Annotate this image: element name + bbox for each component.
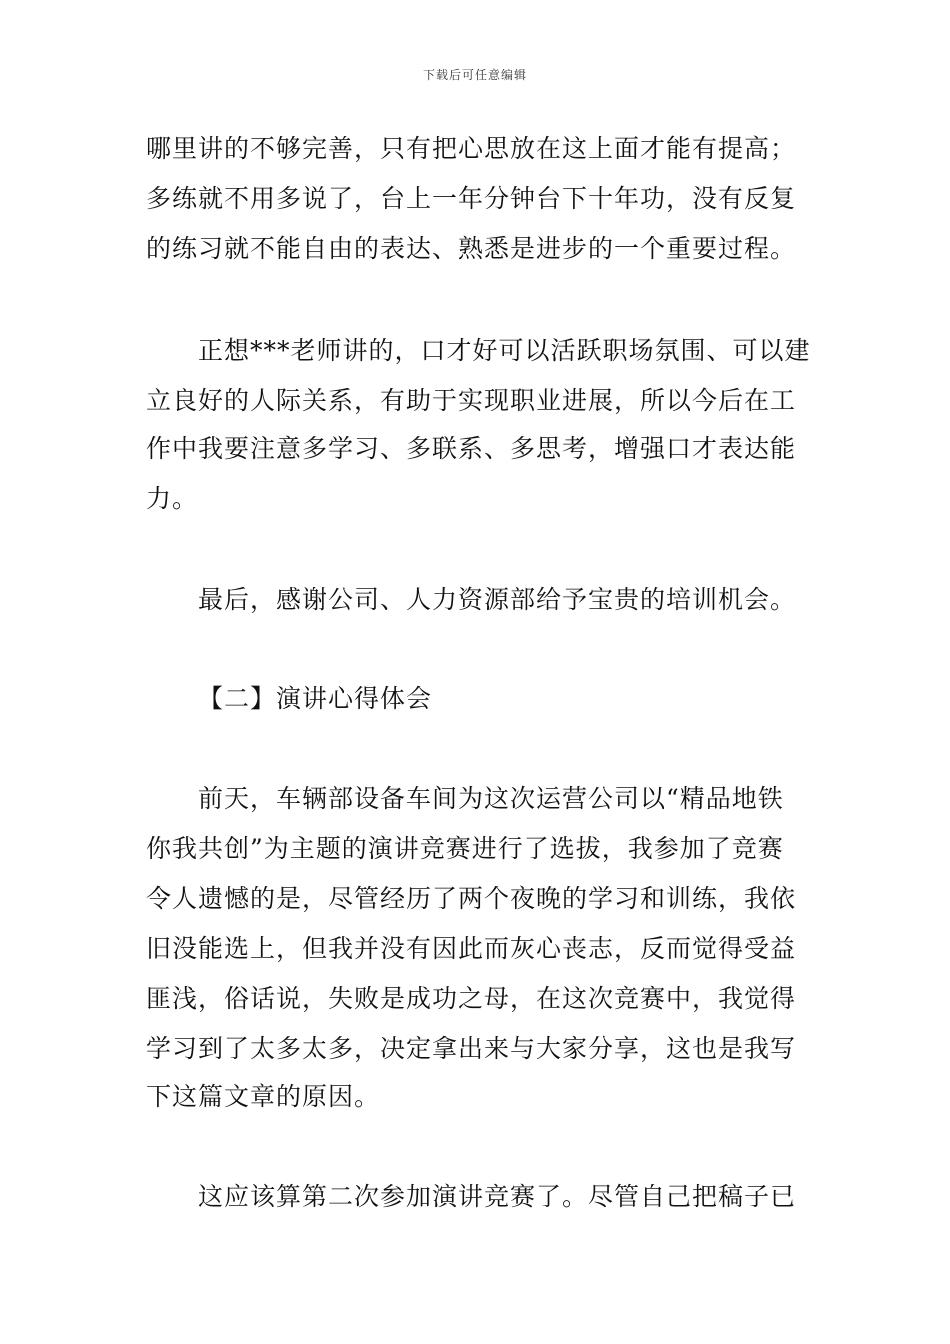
paragraph-line: 旧没能选上，但我并没有因此而灰心丧志，反而觉得受益 xyxy=(146,934,797,963)
section-heading: 【二】演讲心得体会 xyxy=(198,684,433,713)
paragraph-line: 的练习就不能自由的表达、熟悉是进步的一个重要过程。 xyxy=(146,234,797,263)
paragraph-line: 这应该算第二次参加演讲竞赛了。尽管自己把稿子已 xyxy=(198,1182,797,1211)
paragraph-line: 前天，车辆部设备车间为这次运营公司以“精品地铁 xyxy=(198,784,784,813)
page-header: 下载后可任意编辑 xyxy=(422,68,527,82)
paragraph-line: 哪里讲的不够完善，只有把心思放在这上面才能有提高； xyxy=(146,134,797,163)
paragraph-line: 下这篇文章的原因。 xyxy=(146,1082,381,1111)
paragraph-line: 立良好的人际关系，有助于实现职业进展，所以今后在工 xyxy=(146,386,797,415)
paragraph-line: 令人遗憾的是，尽管经历了两个夜晚的学习和训练，我依 xyxy=(146,884,797,913)
paragraph-line: 力。 xyxy=(146,484,199,513)
paragraph-line: 学习到了太多太多，决定拿出来与大家分享，这也是我写 xyxy=(146,1034,797,1063)
paragraph-line: 匪浅，俗话说，失败是成功之母，在这次竞赛中，我觉得 xyxy=(146,984,797,1013)
paragraph-line: 最后，感谢公司、人力资源部给予宝贵的培训机会。 xyxy=(198,585,797,614)
paragraph-line: 作中我要注意多学习、多联系、多思考，增强口才表达能 xyxy=(146,434,797,463)
paragraph-line: 多练就不用多说了，台上一年分钟台下十年功，没有反复 xyxy=(146,184,797,213)
paragraph-line: 正想***老师讲的，口才好可以活跃职场氛围、可以建 xyxy=(198,336,811,365)
paragraph-line: 你我共创”为主题的演讲竞赛进行了选拔，我参加了竞赛 xyxy=(146,834,784,863)
